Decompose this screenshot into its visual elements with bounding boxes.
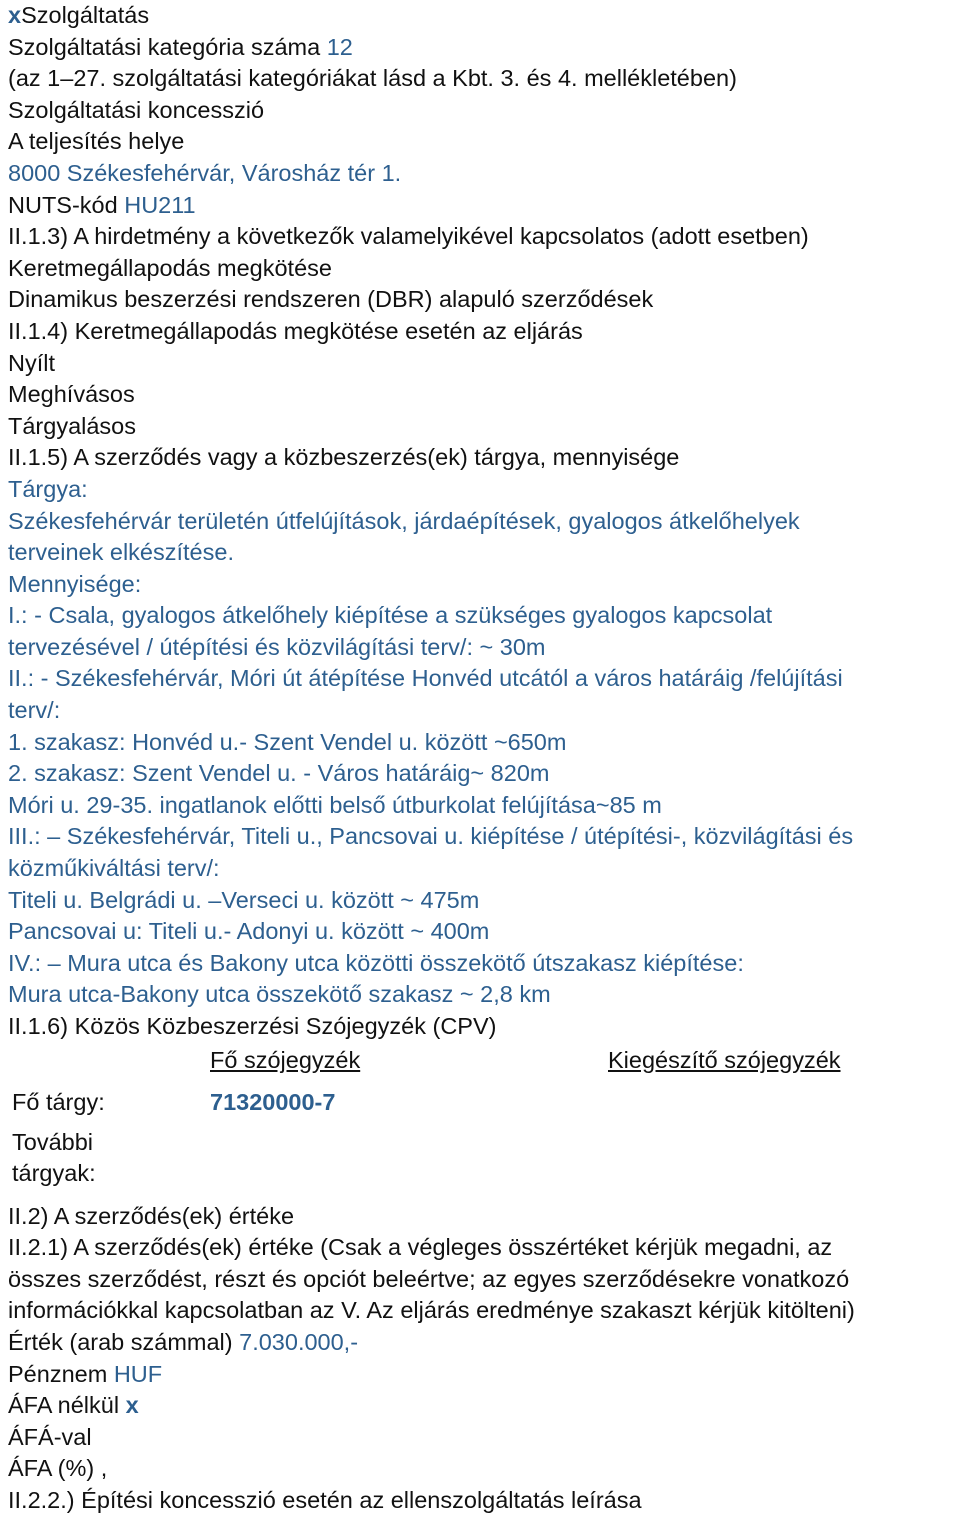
currency-label: Pénznem xyxy=(8,1360,108,1387)
service-title-line xyxy=(8,0,960,32)
quantity-item-4-line-1: IV.: – Mura utca és Bakony utca közötti összekötő útszakasz kiépítése: xyxy=(8,949,744,976)
category-value: 12 xyxy=(326,33,353,60)
quantity-item-4-line-2: Mura utca-Bakony utca összekötő szakasz ~ 2,8 km xyxy=(8,981,551,1008)
cpv-main-code: 71320000-7 xyxy=(210,1088,336,1115)
category-line xyxy=(8,32,960,64)
section-116-heading: II.1.6) Közös Közbeszerzési Szójegyzék (CPV) xyxy=(8,1013,497,1039)
vat-percent-label: ÁFA (%) , xyxy=(8,1455,108,1482)
quantity-item-1-line-1: I.: - Csala, gyalogos átkelőhely kiépítése a szükséges gyalogos kapcsolat xyxy=(8,602,773,629)
section-113-heading: II.1.3) A hirdetmény a következők valamelyikével kapcsolatos (adott esetben) xyxy=(8,223,809,250)
quantity-item-3-line-2: közműkiváltási terv/: xyxy=(8,855,220,882)
subject-line-2: terveinek elkészítése. xyxy=(8,539,234,566)
quantity-item-3-line-4: Pancsovai u: Titeli u.- Adonyi u. között ~ 400m xyxy=(8,918,490,945)
service-concession: Szolgáltatási koncesszió xyxy=(8,96,265,123)
section-12-heading: II.2) A szerződés(ek) értéke xyxy=(8,1202,295,1229)
nuts-line xyxy=(8,190,960,222)
subject-label: Tárgya: xyxy=(8,475,88,502)
cpv-main-label: Fő tárgy: xyxy=(12,1088,105,1115)
no-vat-line xyxy=(8,1390,960,1422)
value-label: Érték (arab számmal) xyxy=(8,1328,233,1355)
value-amount: 7.030.000,- xyxy=(239,1328,359,1355)
section-113-option-1: Keretmegállapodás megkötése xyxy=(8,254,332,281)
value-line xyxy=(8,1327,960,1359)
cpv-other-label-2: tárgyak: xyxy=(12,1159,96,1186)
section-121-line-2: összes szerződést, részt és opciót beleértve; az egyes szerződésekre vonatkozó xyxy=(8,1265,850,1292)
cpv-main-column-header: Fő szójegyzék xyxy=(210,1046,361,1073)
section-115-heading: II.1.5) A szerződés vagy a közbeszerzés(ek) tárgya, mennyisége xyxy=(8,444,680,471)
section-121-line-3: információkkal kapcsolatban az V. Az eljárás eredménye szakaszt kérjük kitölteni) xyxy=(8,1297,855,1324)
quantity-item-2-line-4: 2. szakasz: Szent Vendel u. - Város határáig~ 820m xyxy=(8,760,550,787)
quantity-label: Mennyisége: xyxy=(8,570,142,597)
category-label: Szolgáltatási kategória száma xyxy=(8,33,321,60)
quantity-item-3-line-3: Titeli u. Belgrádi u. –Verseci u. között ~ 475m xyxy=(8,886,480,913)
procedure-open: Nyílt xyxy=(8,349,55,376)
quantity-item-3-line-1: III.: – Székesfehérvár, Titeli u., Pancsovai u. kiépítése / útépítési-, közvilágítási és xyxy=(8,823,854,850)
procedure-restricted: Meghívásos xyxy=(8,381,135,408)
category-note: (az 1–27. szolgáltatási kategóriákat lásd a Kbt. 3. és 4. mellékletében) xyxy=(8,65,737,92)
quantity-item-2-line-5: Móri u. 29-35. ingatlanok előtti belső útburkolat felújítása~85 m xyxy=(8,791,662,818)
service-title: Szolgáltatás xyxy=(21,2,150,28)
no-vat-check-mark: x xyxy=(125,1392,139,1419)
quantity-item-2-line-1: II.: - Székesfehérvár, Móri út átépítése Honvéd utcától a város határáig /felújítási xyxy=(8,665,843,692)
section-113-option-2: Dinamikus beszerzési rendszeren (DBR) alapuló szerződések xyxy=(8,286,654,313)
currency-line xyxy=(8,1359,960,1391)
nuts-value: HU211 xyxy=(124,191,196,218)
nuts-label: NUTS-kód xyxy=(8,191,118,218)
procedure-negotiated: Tárgyalásos xyxy=(8,412,136,439)
section-121-line-1: II.2.1) A szerződés(ek) értéke (Csak a végleges összértéket kérjük megadni, az xyxy=(8,1234,833,1261)
quantity-item-2-line-3: 1. szakasz: Honvéd u.- Szent Vendel u. között ~650m xyxy=(8,728,567,755)
cpv-extra-column-header: Kiegészítő szójegyzék xyxy=(608,1046,841,1073)
place-address: 8000 Székesfehérvár, Városház tér 1. xyxy=(8,159,402,186)
no-vat-label: ÁFA nélkül xyxy=(8,1392,120,1419)
quantity-item-1-line-2: tervezésével / útépítési és közvilágítási terv/: ~ 30m xyxy=(8,633,546,660)
cpv-table xyxy=(8,1043,960,1201)
cpv-other-label-1: További xyxy=(12,1128,93,1155)
service-check-mark: x xyxy=(8,2,22,28)
section-114-heading: II.1.4) Keretmegállapodás megkötése esetén az eljárás xyxy=(8,317,583,344)
subject-line-1: Székesfehérvár területén útfelújítások, járdaépítések, gyalogos átkelőhelyek xyxy=(8,507,800,534)
place-label: A teljesítés helye xyxy=(8,128,185,155)
quantity-item-2-line-2: terv/: xyxy=(8,697,61,724)
currency-value: HUF xyxy=(113,1360,163,1387)
with-vat-label: ÁFÁ-val xyxy=(8,1423,92,1450)
section-122-heading: II.2.2.) Építési koncesszió esetén az ellenszolgáltatás leírása xyxy=(8,1486,642,1513)
